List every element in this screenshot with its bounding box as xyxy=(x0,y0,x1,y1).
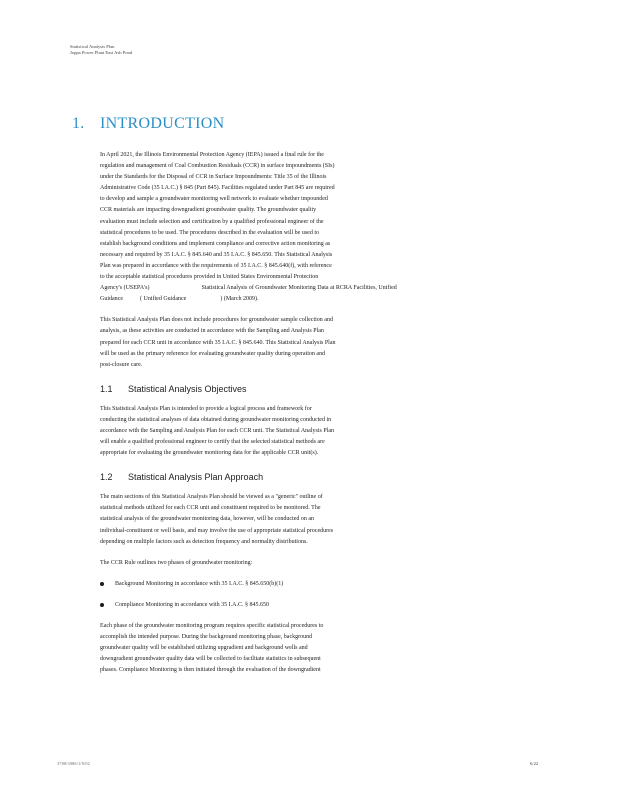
objectives-paragraph xyxy=(100,404,420,459)
header-line-2: Joppa Power Plant East Ash Pond xyxy=(70,50,133,55)
intro-paragraph-2 xyxy=(100,315,420,370)
text-line: This Statistical Analysis Plan does not include procedures for groundwater sample collection and xyxy=(100,317,333,324)
text-line: depending on multiple factors such as detection frequency and normality distributions. xyxy=(100,538,308,545)
text-line: statistical procedures to be used. The procedures described in the evaluation will be used to xyxy=(100,229,319,236)
text-line: statistical methods utilized for each CCR unit and constituent required to be monitored. The xyxy=(100,505,321,512)
closing-paragraph xyxy=(100,621,420,676)
text-line: statistical analysis of the groundwater monitoring data, however, will be conducted on an xyxy=(100,516,315,523)
text-line: Administrative Code (35 I.A.C.) § 845 (Part 845). Facilities regulated under Part 845 are required xyxy=(100,185,335,192)
section-heading xyxy=(72,115,224,133)
text-line: appropriate for evaluating the groundwater monitoring data for the applicable CCR unit(s). xyxy=(100,450,319,457)
text-line: individual-constituent or well basis, and may involve the use of appropriate statistical procedures xyxy=(100,527,334,534)
document-body xyxy=(100,150,420,686)
guidance-line xyxy=(100,294,420,305)
approach-paragraph xyxy=(100,492,420,547)
text-line: This Statistical Analysis Plan is intended to provide a logical process and framework for xyxy=(100,405,312,412)
text-line: prepared for each CCR unit in accordance with 35 I.A.C. § 845.640. This Statistical Analysis Plan xyxy=(100,339,336,346)
text-line: will be used as the primary reference for evaluating groundwater quality during operation and xyxy=(100,350,326,357)
usepa-line xyxy=(100,283,420,294)
text-line: regulation and management of Coal Combustion Residuals (CCR) in surface impoundments (SIs) xyxy=(100,163,335,170)
text-line: accomplish the intended purpose. During the background monitoring phase, background xyxy=(100,634,313,641)
list-item-text: Compliance Monitoring in accordance with 35 I.A.C. § 845.650 xyxy=(115,601,269,608)
text-line: CCR materials are impacting downgradient groundwater quality. The groundwater quality xyxy=(100,207,317,214)
phases-intro xyxy=(100,558,420,569)
subsection-heading-1-2 xyxy=(100,471,420,483)
list-item-text: Background Monitoring in accordance with 35 I.A.C. § 845.650(b)(1) xyxy=(115,580,284,587)
guidance-unified: ( Unified Guidance xyxy=(140,296,187,303)
text-line: Plan was prepared in accordance with the requirements of 35 I.A.C. § 845.640(f), with reference xyxy=(100,262,332,269)
running-header xyxy=(70,44,132,56)
text-line: will enable a qualified professional engineer to certify that the selected statistical methods are xyxy=(100,439,325,446)
bullet-icon xyxy=(100,603,104,607)
intro-paragraph-1 xyxy=(100,150,420,305)
text-line: post-closure care. xyxy=(100,361,143,368)
subsection-heading-1-1 xyxy=(100,383,420,395)
text-line: conducting the statistical analyses of data obtained during groundwater monitoring conducted in xyxy=(100,416,332,423)
subsection-title: Statistical Analysis Plan Approach xyxy=(128,472,264,483)
usepa-title: Statistical Analysis of Groundwater Monitoring Data at RCRA Facilities, Unified xyxy=(201,285,397,292)
list-item xyxy=(100,579,420,590)
footer-document-code: 3788/3986/1/9/02 xyxy=(57,761,90,766)
text-line: establish background conditions and implement compliance and corrective action monitoring as xyxy=(100,240,331,247)
text-line: under the Standards for the Disposal of CCR in Surface Impoundments: Title 35 of the Illinois xyxy=(100,174,327,181)
footer-page-number: 6/22 xyxy=(530,761,539,766)
subsection-number: 1.2 xyxy=(100,472,113,483)
text-line: to the acceptable statistical procedures provided in United States Environmental Protection xyxy=(100,274,319,281)
guidance-word: Guidance xyxy=(100,296,123,303)
text-line: The main sections of this Statistical Analysis Plan should be viewed as a "generic" outline of xyxy=(100,494,323,501)
text-line: accordance with the Sampling and Analysis Plan for each CCR unit. The Statistical Analysis Plan xyxy=(100,427,335,434)
subsection-number: 1.1 xyxy=(100,383,113,394)
text-line: downgradient groundwater quality data will be collected to facilitate statistics in subsequent xyxy=(100,656,321,663)
text-line: In April 2021, the Illinois Environmental Protection Agency (IEPA) issued a final rule for the xyxy=(100,152,324,158)
list-item xyxy=(100,600,420,611)
guidance-date: ) (March 2009). xyxy=(220,296,259,303)
section-number: 1. xyxy=(72,115,85,132)
usepa-agency: Agency's (USEPA's) xyxy=(100,285,150,292)
header-line-1: Statistical Analysis Plan xyxy=(70,44,115,49)
text-line: analysis, as these activities are conducted in accordance with the Sampling and Analysis Plan xyxy=(100,328,324,335)
text-line: The CCR Rule outlines two phases of groundwater monitoring: xyxy=(100,559,253,566)
text-line: Each phase of the groundwater monitoring program requires specific statistical procedures to xyxy=(100,623,324,629)
phase-list xyxy=(100,579,420,611)
text-line: to develop and sample a groundwater monitoring well network to evaluate whether impounded xyxy=(100,196,328,203)
section-title: INTRODUCTION xyxy=(100,115,225,132)
subsection-title: Statistical Analysis Objectives xyxy=(128,383,247,394)
text-line: evaluation must include selection and certification by a qualified professional engineer of the xyxy=(100,218,324,225)
text-line: groundwater quality will be established utilizing upgradient and background wells and xyxy=(100,645,308,652)
bullet-icon xyxy=(100,582,104,586)
text-line: phases. Compliance Monitoring is then initiated through the evaluation of the downgradient xyxy=(100,667,321,674)
text-line: necessary and required by 35 I.A.C. § 845.640 and 35 I.A.C. § 845.650. This Statistical Analysis xyxy=(100,251,333,258)
